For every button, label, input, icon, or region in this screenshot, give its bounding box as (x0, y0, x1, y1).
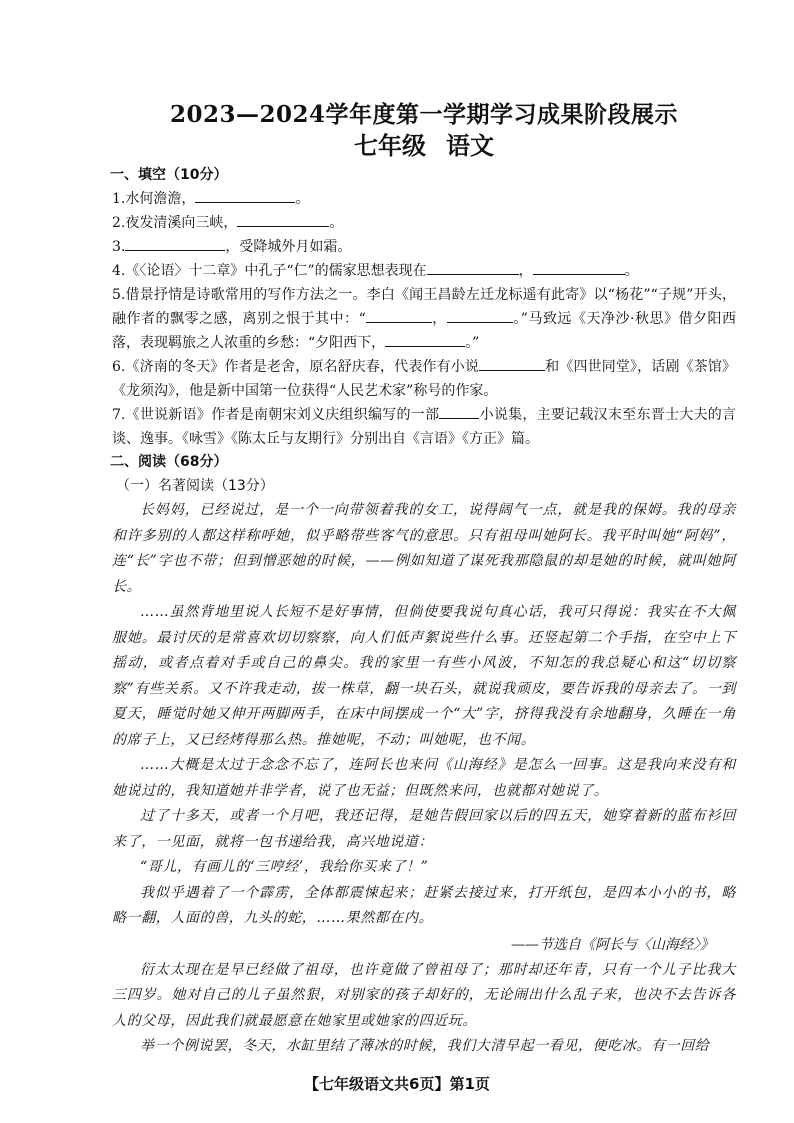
reading-paragraph: 长妈妈，已经说过，是一个一向带领着我的女工，说得阔气一点，就是我的保姆。我的母亲和许多别的人都这样称呼她，似乎略带些客气的意思。只有祖母叫她阿长。我平时叫她“阿妈”，连“长”字也不带；但到憎恶她的时候，——例如知道了谋死我那隐鼠的却是她的时候，就叫她阿长。 (112, 502, 736, 595)
subsection-heading-classic-reading: （一）名著阅读（13分） (116, 478, 274, 494)
exam-title: 2023—2024学年度第一学期学习成果阶段展示 (169, 101, 679, 128)
question-7: 7.《世说新语》作者是南朝宋刘义庆组织编写的一部 小说集，主要记载汉末至东晋士大夫的言谈、逸事。《咏雪》《陈太丘与友期行》分别出自《言语》《方正》篇。 (112, 403, 736, 451)
excerpt-source: ——节选自《阿长与〈山海经〉》 (511, 936, 714, 953)
reading-paragraph: 过了十多天，或者一个月吧，我还记得，是她告假回家以后的四五天，她穿着新的蓝布衫回来了，一见面，就将一包书递给我，高兴地说道： (112, 808, 736, 850)
answer-blank[interactable] (366, 307, 432, 323)
answer-blank[interactable] (237, 211, 329, 227)
answer-blank[interactable] (439, 403, 479, 419)
exam-subtitle (112, 130, 736, 162)
answer-blank[interactable] (195, 187, 295, 203)
section-heading-fill-in: 一、填空（10分） (110, 167, 228, 183)
question-2: 2.夜发清溪向三峡， 。 (112, 211, 736, 235)
reading-paragraph: ……虽然背地里说人长短不是好事情，但倘使要我说句真心话，我可只得说：我实在不大佩服她。最讨厌的是常喜欢切切察察，向人们低声絮说些什么事。还竖起第二个手指，在空中上下摇动，或者点着对手或自己的鼻尖。我的家里一有些小风波，不知怎的我总疑心和这“切切察察”有些关系。又不许我走动，拔一株草，翻一块石头，就说我顽皮，要告诉我的母亲去了。一到夏天，睡觉时她又伸开两脚两手，在床中间摆成一个“大”字，挤得我没有余地翻身，久睡在一角的席子上，又已经烤得那么热。推她呢，不动；叫她呢，也不闻。 (112, 604, 736, 748)
page-footer: 【七年级语文共6页】第1页 (304, 1075, 490, 1093)
reading-paragraph: ……大概是太过于念念不忘了，连阿长也来问《山海经》是怎么一回事。这是我向来没有和她说过的，我知道她并非学者，说了也无益；但既然来问，也就都对她说了。 (112, 757, 736, 799)
question-5: 5.借景抒情是诗歌常用的写作方法之一。李白《闻王昌龄左迁龙标遥有此寄》以“杨花”“子规”开头，融作者的飘零之感，离别之恨于其中：“ ， 。”马致远《天净沙·秋思》借夕阳西落，表现羁旅之人浓重的乡愁：“夕阳西下， 。” (112, 287, 737, 351)
answer-blank[interactable] (385, 331, 465, 347)
answer-blank[interactable] (125, 235, 225, 251)
subject-label: 语文 (446, 131, 494, 160)
question-3: 3. ，受降城外月如霜。 (112, 235, 736, 259)
question-4: 4.《〈论语〉十二章》中孔子“仁”的儒家思想表现在 ， 。 (112, 259, 736, 283)
answer-blank[interactable] (447, 307, 513, 323)
reading-paragraph: 举一个例说罢，冬天，水缸里结了薄冰的时候，我们大清早起一看见，便吃冰。有一回给 (140, 1038, 710, 1054)
reading-paragraph: 我似乎遇着了一个霹雳，全体都震悚起来；赶紧去接过来，打开纸包，是四本小小的书，略略一翻，人面的兽，九头的蛇，……果然都在内。 (112, 884, 736, 926)
question-6: 6.《济南的冬天》作者是老舍，原名舒庆春，代表作有小说 和《四世同堂》，话剧《茶馆》《龙须沟》，他是新中国第一位获得“人民艺术家”称号的作家。 (112, 355, 736, 403)
reading-paragraph: “哥儿，有画儿的‘三哼经’，我给你买来了！” (140, 859, 429, 875)
answer-blank[interactable] (479, 355, 545, 371)
answer-blank[interactable] (533, 259, 625, 275)
reading-paragraph: 衍太太现在是早已经做了祖母，也许竟做了曾祖母了；那时却还年青，只有一个儿子比我大三四岁。她对自己的儿子虽然狠，对别家的孩子却好的，无论闹出什么乱子来，也决不去告诉各人的父母，因此我们就最愿意在她家里或她家的四近玩。 (112, 961, 736, 1029)
section-heading-reading: 二、阅读（68分） (110, 454, 228, 470)
grade-label: 七年级 (354, 131, 426, 160)
answer-blank[interactable] (427, 259, 519, 275)
question-1: 1.水何澹澹， 。 (112, 187, 736, 211)
